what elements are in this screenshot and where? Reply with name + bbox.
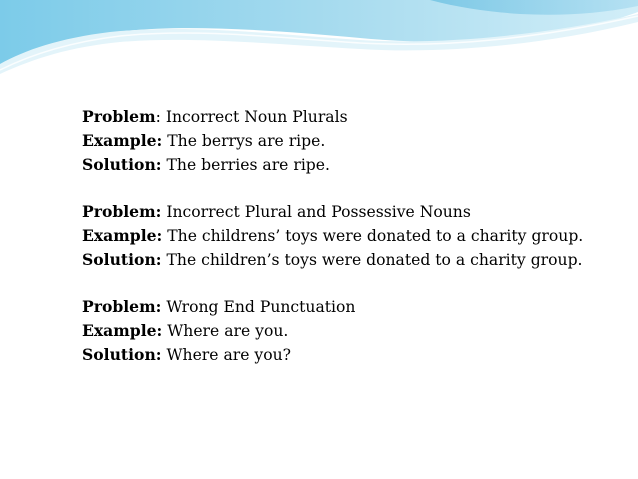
- problem-label: Problem: [82, 107, 156, 126]
- problem-text: Incorrect Noun Plurals: [160, 108, 348, 126]
- example-text: The childrens’ toys were donated to a charity group.: [162, 227, 584, 245]
- solution-line: [82, 343, 602, 367]
- problem-line: [82, 200, 602, 224]
- problem-line: [82, 295, 602, 319]
- example-label: Example:: [82, 321, 163, 340]
- solution-label: Solution:: [82, 345, 162, 364]
- problem-line: [82, 105, 602, 129]
- solution-label: Solution:: [82, 155, 162, 174]
- example-text: The berrys are ripe.: [162, 132, 326, 150]
- problem-group-2: [82, 200, 602, 272]
- wave-header-decoration: [0, 0, 638, 90]
- problem-group-3: [82, 295, 602, 367]
- example-line: [82, 319, 602, 343]
- example-label: Example:: [82, 226, 163, 245]
- solution-line: [82, 153, 602, 177]
- example-line: [82, 129, 602, 153]
- example-line: [82, 224, 602, 248]
- solution-text: Where are you?: [161, 346, 291, 364]
- solution-text: The children’s toys were donated to a charity group.: [161, 251, 583, 269]
- problem-text: Incorrect Plural and Possessive Nouns: [161, 203, 471, 221]
- problem-group-1: [82, 105, 602, 177]
- problem-label: Problem:: [82, 202, 162, 221]
- problem-label: Problem:: [82, 297, 162, 316]
- problem-sep: :: [155, 108, 161, 126]
- example-text: Where are you.: [162, 322, 289, 340]
- example-label: Example:: [82, 131, 163, 150]
- problem-text: Wrong End Punctuation: [161, 298, 356, 316]
- solution-label: Solution:: [82, 250, 162, 269]
- solution-text: The berries are ripe.: [161, 156, 330, 174]
- solution-line: [82, 248, 602, 272]
- content-text: [82, 105, 602, 390]
